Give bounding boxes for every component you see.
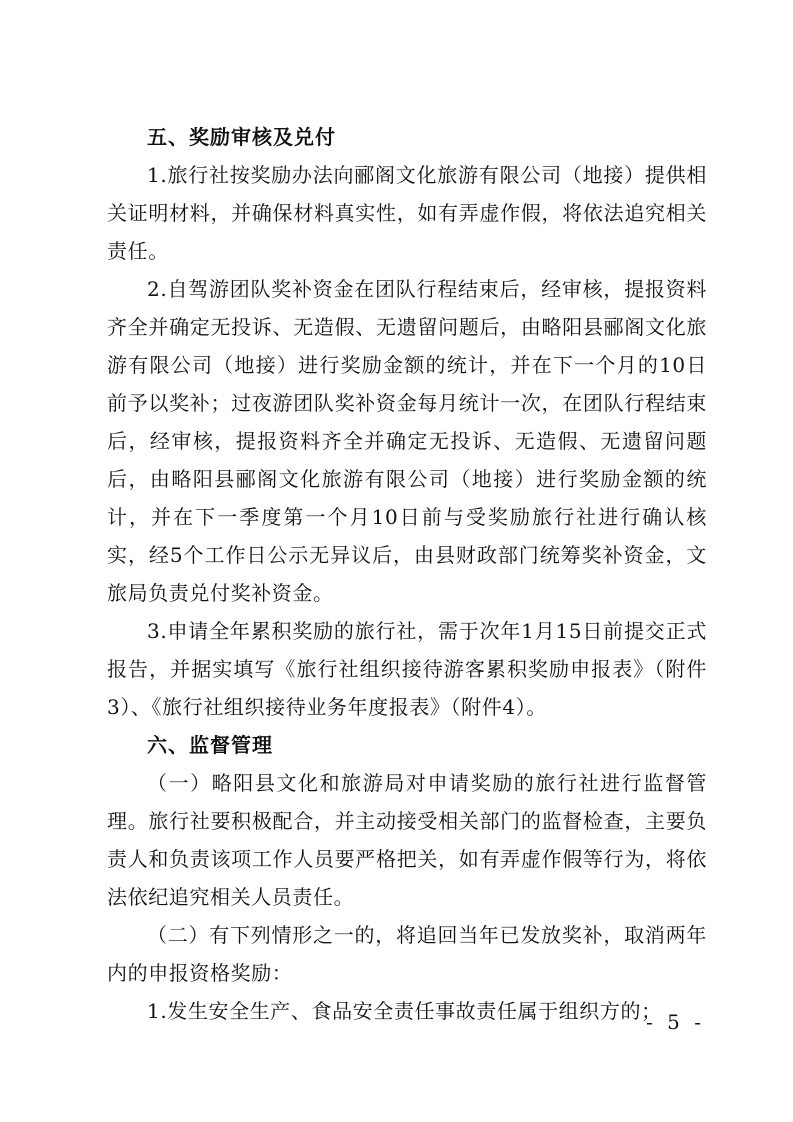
paragraph-6-3: 1.发生安全生产、食品安全责任事故责任属于组织方的； (147, 999, 662, 1023)
paragraph-6-2: （二）有下列情形之一的，将追回当年已发放奖补，取消两年内的申报资格奖励： (107, 923, 707, 985)
document-body (107, 118, 707, 1030)
paragraph-5-2: 2.自驾游团队奖补资金在团队行程结束后，经审核，提报资料齐全并确定无投诉、无造假、无遗留问题后，由略阳县郦阁文化旅游有限公司（地接）进行奖励金额的统计，并在下一个月的10日前予以奖补；过夜游团队奖补资金每月统计一次，在团队行程结束后，经审核，提报资料齐全并确定无投诉、无造假、无遗留问题后，由略阳县郦阁文化旅游有限公司（地接）进行奖励金额的统计，并在下一季度第一个月10日前与受奖励旅行社进行确认核实，经5个工作日公示无异议后，由县财政部门统筹奖补资金，文旅局负责兑付奖补资金。 (107, 277, 707, 605)
paragraph-5-1: 1.旅行社按奖励办法向郦阁文化旅游有限公司（地接）提供相关证明材料，并确保材料真实性，如有弄虚作假，将依法追究相关责任。 (107, 163, 707, 263)
section-heading-supervision: 六、监督管理 (147, 733, 273, 757)
paragraph-5-3: 3.申请全年累积奖励的旅行社，需于次年1月15日前提交正式报告，并据实填写《旅行社组织接待游客累积奖励申报表》（附件3）、《旅行社组织接待业务年度报表》（附件4）。 (107, 619, 707, 719)
section-heading-reward-review: 五、奖励审核及兑付 (147, 125, 336, 149)
page-number: - 5 - (646, 1010, 705, 1034)
paragraph-6-1: （一）略阳县文化和旅游局对申请奖励的旅行社进行监督管理。旅行社要积极配合，并主动接受相关部门的监督检查，主要负责人和负责该项工作人员要严格把关，如有弄虚作假等行为，将依法依纪追究相关人员责任。 (107, 771, 707, 909)
